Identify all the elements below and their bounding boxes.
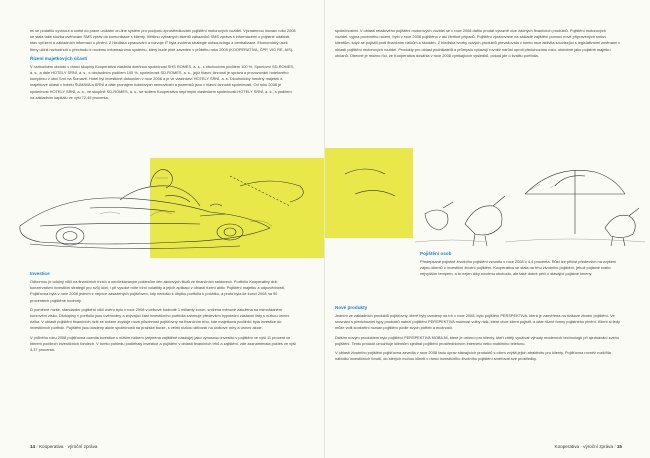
right-bottom-text bbox=[335, 302, 620, 365]
right-section2-paragraph3: V oblasti životního pojištění pojišťovna zavedla v roce 2008 řadu úprav stávajících produktů s cílem zvýšit jejich atraktivitu pro klienty. Pojišťovna rovněž rozšířila nabídku investičních fondů, do kterých mohou klienti v rámci investičního životního pojištění směřovat své prostředky. bbox=[335, 350, 611, 362]
yellow-backdrop bbox=[150, 158, 324, 258]
left-section2-paragraph3: V průběhu roku 2008 pojišťovna ocenila investice s nižším rizikem (zejména zajištěné nástroje) jako výnosnou investici v pojištění ve výši 11 procent ve kterém podílech investičních fondech. V tomto pohledu podléhaly investice a pojištění v oblasti finančních trhů a zajištění, zde zaznamenala pokles ve výši 4,37 procenta. bbox=[30, 334, 296, 353]
yellow-backdrop-right bbox=[325, 148, 413, 238]
left-footer-publisher: Kooperativa bbox=[38, 444, 64, 449]
right-middle-text bbox=[420, 248, 620, 281]
left-section1-heading: Řízení majetkových účastí bbox=[30, 55, 88, 61]
left-section2-paragraph1: Odbornou je odolný vůči na finančních trzích a neočekávaným poklesům cen akciových titulů ve finančních sektorech. Portfolio Kooperativy drží konzervativní investiční strategii pro svůj účel, i při vysoké míře tržní volatility a jejích aplikací v oblasti řízení aktiv. Pojištění majetku a odpovědnosti, Pojišťovna byla v roce 2008 jedním z nejvíce zasažených pojišťoven, kdy nedošlo k úbytku portfolia k počátku, a proto byla ke konci 2008 na 90 procentech pojištěné hodnoty. bbox=[30, 279, 285, 303]
left-top-paragraph: mi se podařilo vyvinout a uvést do praxe unikátní on-line systém pro podporu zprostředkování pojištění motorových vozidel. Významnou inovací roku 2008 se stala také služba ověřování SMS zpráv do komunikace s klienty. Většinu vybraných klientů zákazníků SMS zpráva s informacemi o pojistné události, stav vyřízení a základních informací o plnění. Z hlediska zpracování a rozvoje IT byla zvolena strategie outsourcingu a centralizace. Ekonomický úsek firmy učinil rozhodnutí o přechodu k novému informačnímu systému, který bude plně zaveden v průběhu roku 2009 (KOOPERATIVA, ČPP, VIG RE, AIS). bbox=[30, 28, 296, 52]
left-footer-section: výroční zpráva bbox=[67, 444, 98, 449]
left-section2-heading: Investice bbox=[30, 271, 50, 276]
right-footer bbox=[555, 444, 622, 449]
left-section1-paragraph: V rozhodném období v rámci skupiny Kooperativa vlastnila dceřinou společnost SHS ROMES, a. s., s obchodním podílem 100 %, Sportovní SD-ROMES, a. s., a dále HOTELY SRNÍ, a. s., s obchodním podílem 100 %, společnosti SD-ROMES, a. s., jejíž hlavní činností je správa a provozování hotelového komplexu v obci Srní na Šumavě. Hotel byl investičně dokončen v roce 2008 a je ve vlastnictví HOTELY SRNÍ, a. s. Dlouhodobý hmotný majetek a majetkové účasti v hotelu ŠUMAVA a SRNÍ a dále pronájem hotelových nemovitostí a pozemků jsou v hlavní činnosti společnosti. Od roku 2008 je společnost HOTELY SRNÍ, a. s., ve skupině SD-ROMES, a. s., se sídlem Kooperativa nepřímým vlastníkem společnosti HOTELY SRNÍ, a. s., s podílem na základním kapitálu ve výši 72,49 procenta. bbox=[30, 63, 295, 100]
right-top-text bbox=[335, 28, 620, 62]
right-section2-paragraph1: Jedním ze základních produktů pojišťovny, které byly uvedeny na trh v roce 2008, bylo pojištění PERSPEKTIVA, která je zaměřena na rizikové životní pojištění. Ve srovnání s předchozími typy produktů nabízí pojištění PERSPEKTIVA možnost volby rizik, které chce klient pojistit, a dále různé formy pojistného plnění. Klient si tedy může volit konkrétní rozsah pojištění podle svých potřeb a možností. bbox=[335, 313, 620, 331]
right-footer-section: výroční zpráva bbox=[583, 444, 614, 449]
right-section1-paragraph: Předepsané pojistné životního pojištění vzrostlo v roce 2008 o 4,4 procenta. Růst lze přičíst především na zvýšení zájmu klientů o investiční životní pojištění. Kooperativa se stala na trhu životního pojištění, jehož pojistné rostlo nejvyšším tempem, a to nejen díky novému obchodu, ale také dobré péči o stávající pojistné kmeny. bbox=[420, 259, 617, 277]
right-section1-heading: Pojištění osob bbox=[420, 251, 452, 256]
left-page-number: 14 bbox=[30, 444, 36, 449]
left-footer-dash: · bbox=[64, 444, 68, 449]
left-top-text bbox=[30, 28, 296, 104]
car-sketch-svg bbox=[0, 156, 324, 262]
sketch-car-driver-illustration bbox=[0, 156, 324, 262]
right-page bbox=[325, 0, 650, 458]
right-footer-sep: / bbox=[614, 444, 617, 449]
left-bottom-text bbox=[30, 268, 296, 356]
right-page-number: 15 bbox=[616, 444, 622, 449]
left-section2-paragraph2: O poměrně nízké, standardní pojištění vůči úvěru bylo v roce 2008 v celkové hodnotě 1 miliardy korun, snížena měnově založena na mimořádném kurzovém zisku. Dluhopisy v portfoliu jsou úvěrovány a zbývající část investičního portfolia zahrnuje především hypoteční zástavní listy s nízkou úrovní rizika. V oblasti pojištění finančních rizik se ovšem zvyšuje nová působnost pojišťovny na finančním trhu, kde majetková podílnicí byla investice do investičních portfolií. Pojištění jsou kladeny akcie společnosti na pražské burze, s velmi nízkou citlivostí na úrokové míry a úrovní akcie. bbox=[30, 306, 290, 331]
right-footer-dash: · bbox=[580, 444, 584, 449]
right-footer-publisher: Kooperativa bbox=[554, 444, 580, 449]
right-section2-heading: Nové produkty bbox=[335, 305, 368, 310]
left-footer bbox=[30, 444, 97, 449]
sketch-birds-umbrella-illustration bbox=[325, 134, 650, 250]
left-footer-sep: / bbox=[36, 444, 39, 449]
right-top-paragraph: společnostmi. V oblasti retailového pojištění motorových vozidel se v roce 2008 dařilo prodat výrazně více žádných finančních produktů. Pojištění motorových vozidel, vyjma povinného ručení, bylo v roce 2008 pojištěno v asi čtvrtině případů. Pojištění zpracované na základě zajištění pomocí nově připravených smluv klientům, když se pojistili proti finančním rizikům a škodám. Z hlediska tvorby nových produktů převažovala v tomto roce aktivita související s legislativními změnami v oblasti pojištění motorových vozidel. Produkty pro oblast podnikatelů a průmyslu vykazují rovněž nárůst oproti předchozímu roku, obdobně jako pojistné majetku občanů. Obecně je možno říci, že Kooperativa dosáhla v roce 2008 vynikajících výsledků, pokud jde o kvalitu portfolia. bbox=[335, 28, 620, 58]
right-section2-paragraph2: Dalším novým produktem bylo pojištění PERSPEKTIVA MOBILNÍ, které je určeno pro klienty, kteří chtějí využívat výhody moderních technologií při sjednávání svého pojištění. Tento produkt umožňuje klientům sjednat pojištění prostřednictvím internetu nebo mobilního telefonu. bbox=[335, 334, 619, 346]
birds-sketch-svg bbox=[325, 134, 650, 250]
